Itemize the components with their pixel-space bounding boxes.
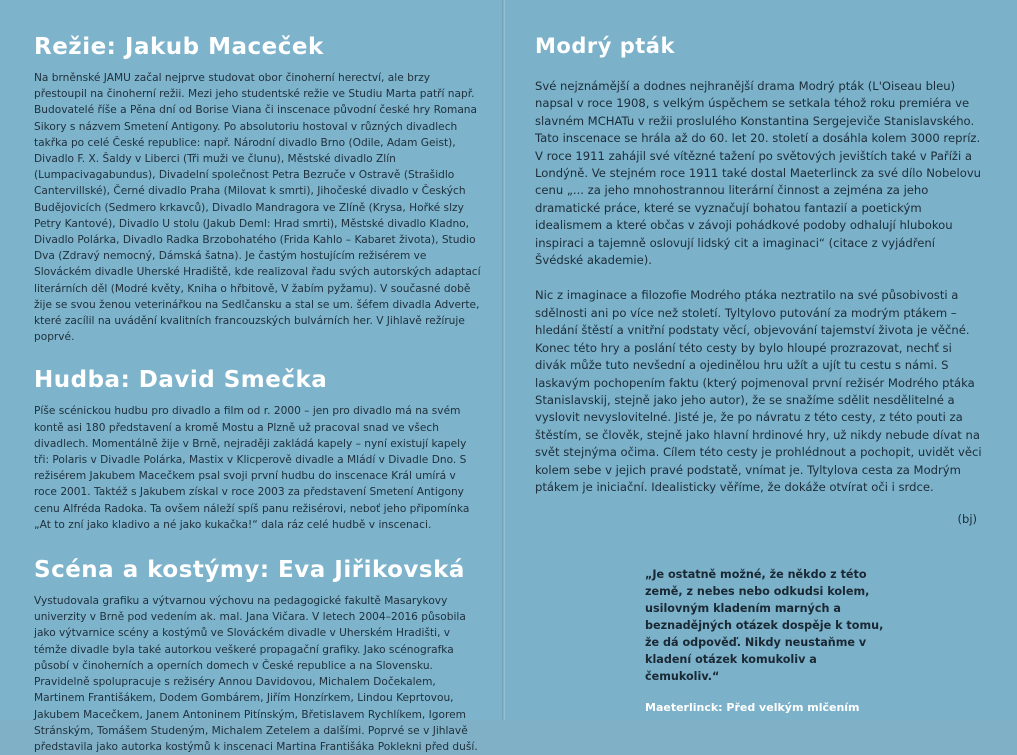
quote-attribution: Maeterlinck: Před velkým mlčením [645,701,860,715]
quote-block [645,566,885,714]
section-body-directing: Na brněnské JAMU začal nejprve studovat obor činoherní herectví, ale brzy přestoupil na činoherní režii. Mezi jeho studentské režie ve Studiu Marta patří např. Budovatelé říše a Pěna dní od Borise Viana či inscenace původní české hry Romana Sikory s názvem Smetení Antigony. Po absolutoriu hostoval v různých divadlech takřka po celé České republice: např. Národní divadlo Brno (Odile, Adam Geist), Divadlo F. X. Šaldy v Liberci (Tři muži ve člunu), Městské divadlo Zlín (Lumpacivagabundus), Divadelní společnost Petra Bezruče v Ostravě (Strašidlo Cantervillské), Černé divadlo Praha (Milovat k smrti), Jihočeské divadlo v Českých Budějovicích (Sedmero krkavců), Divadlo Mandragora ve Zlíně (Krysa, Hořké slzy Petry Kantové), Divadlo U stolu (Jakub Deml: Hrad smrti), Městské divadlo Kladno, Divadlo Polárka, Divadlo Radka Brzobohatého (Frida Kahlo – Kabaret života), Studio Dva (Zdravý nemocný, Dámská šatna). Je častým hostujícím režisérem ve Slováckém divadle Uherské Hradiště, kde realizoval řadu svých autorských adaptací literárních děl (Modré květy, Kniha o hřbitově, V žabím pyžamu). V současné době žije se svou ženou veterinářkou na Sedlčansku a stal se um. šéfem divadla Adverte, které zacílil na uvádění kvalitních francouzských bulvárních her. V Jihlavě režíruje poprvé. [34,72,481,344]
article-title: Modrý pták [535,34,675,58]
section-scenography [34,557,481,755]
section-directing [34,34,481,345]
author-signature: (bj) [957,512,977,527]
section-body-scenography: Vystudovala grafiku a výtvarnou výchovu na pedagogické fakultě Masarykovy univerzity v Brně pod vedením ak. mal. Jana Vičara. V letech 2004–2016 působila jako výtvarnice scény a kostýmů ve Slováckém divadle v Uherském Hradišti, v témže divadle byla také autorkou veškeré propagační grafiky. Jako scénografka působí v činoherních a operních domech v České republice a na Slovensku. Pravidelně spolupracuje s režiséry Annou Davidovou, Michalem Dočekalem, Martinem Františákem, Dodem Gombárem, Jiřím Honzírkem, Lindou Keprtovou, Jakubem Macečkem, Janem Antoninem Pitínským, Břetislavem Rychlíkem, Igorem Stránským, Tomášem Studeným, Michalem Zetelem a dalšími. Poprvé se v Jihlavě představila jako autorka kostýmů k inscenaci Martina Františáka Poklekni před duší. [34,595,478,753]
section-body-music: Píše scénickou hudbu pro divadlo a film od r. 2000 – jen pro divadlo má na svém kontě asi 180 představení a kromě Mostu a Plzně už pracoval snad ve všech divadlech. Momentálně žije v Brně, nejraději zakládá kapely – nyní existují kapely tři: Polaris v Divadle Polárka, Mastix v Klicperově divadle a Mládí v Divadle Dno. S režisérem Jakubem Macečkem psal svoji první hudbu do inscenace Král umírá v roce 2001. Taktéž s Jakubem získal v roce 2003 za představení Smetení Antigony cenu Alfréda Radoka. Ta ovšem náleží spíš panu režisérovi, neboť jeho připomínka „At to zní jako kladivo a né jako kukačka!“ dala ráz celé hudbě v inscenaci. [34,405,470,531]
article-paragraph-2: Nic z imaginace a filozofie Modrého ptáka neztratilo na své působivosti a sdělnosti ani po více než století. Tyltylovo putování za modrým ptákem – hledání štěstí a vnitřní podstaty věcí, objevování tajemství života je věčné. Konec této hry a poslání této cesty by bylo hloupé prozrazovat, nechť si divák může tuto nevšední a ojedinělou hru užít a ujít tu cestu s námi. S laskavým pochopením faktu (který pojmenoval první režisér Modrého ptáka Stanislavskij, stejně jako jeho autor), že se snažíme sdělit nesdělitelné a vyslovit nevyslovitelné. Jisté je, že po návratu z této cesty, z této pouti za štěstím, se člověk, stejně jako hlavní hrdinové hry, už nikdy nebude dívat na svět stejnýma očima. Cílem této cesty je prohlédnout a pochopit, uvidět věci kolem sebe v jejich pravé podstatě, vnímat je. Tyltylova cesta za Modrým ptákem je iniciační. Idealisticky věříme, že dokáže otvírat oči i srdce. [535,288,982,494]
left-page [0,0,505,753]
section-heading-scenography: Scéna a kostýmy: Eva Jiřikovská [34,557,465,584]
section-heading-music: Hudba: David Smečka [34,367,328,394]
right-page [505,0,1017,720]
quote-text: „Je ostatně možné, že někdo z této země, z nebes nebo odkudsi kolem, usilovným kladením marných a beznadějných otázek dospěje k tomu, že dá odpověď. Nikdy neustaňme v kladení otázek komukoliv a čemukoliv.“ [645,568,884,684]
article-paragraph-1: Své nejznámější a dodnes nejhranější drama Modrý pták (L'Oiseau bleu) napsal v roce 1908, s velkým úspěchem se setkala téhož roku premiéra ve slavném MCHATu v režii proslulého Konstantina Sergejeviče Stanislavského. Tato inscenace se hrála až do 60. let 20. století a dosáhla kolem 3000 repríz. V roce 1911 zahájil své vítězné tažení po světových jevištích také v Paříži a Londýně. Ve stejném roce 1911 také dostal Maeterlinck za své dílo Nobelovu cenu „... za jeho mnohostrannou literární činnost a zejména za jeho dramatické práce, které se vyznačují bohatou fantazií a poetickým idealismem a které občas v závoji pohádkové podoby odhalují hlubokou inspiraci a tajemně oslovují lidský cit a imaginaci“ (citace z vyjádření Švédské akademie). [535,79,982,268]
section-music [34,367,481,533]
section-heading-directing: Režie: Jakub Maceček [34,34,324,60]
